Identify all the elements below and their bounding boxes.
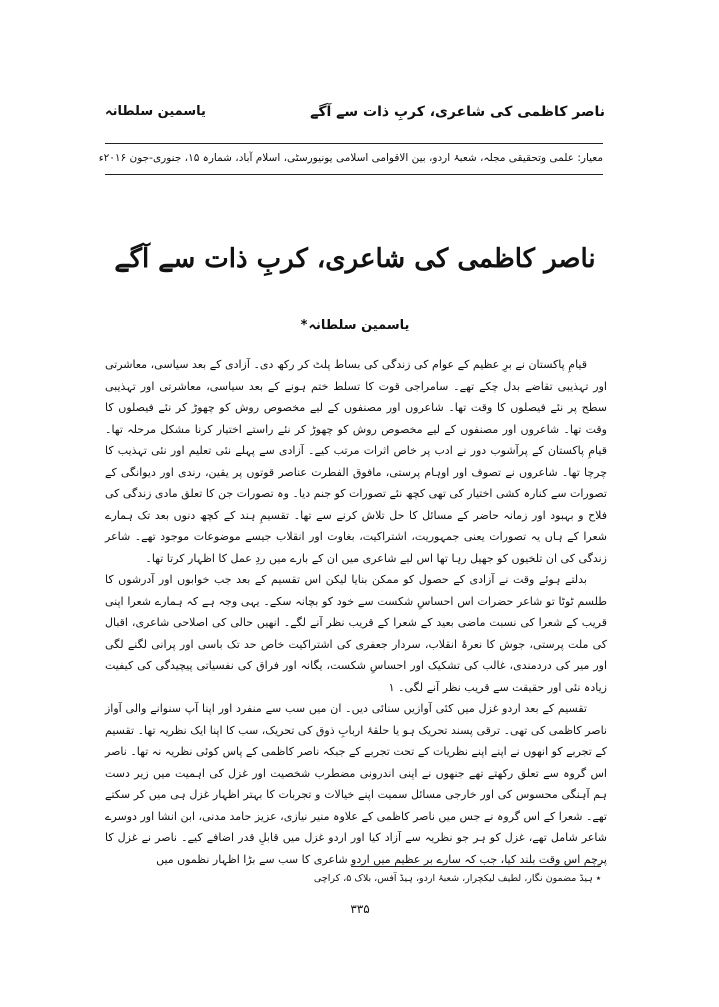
- header-rule-bottom: [105, 174, 603, 175]
- paragraph-3: تقسیم کے بعد اردو غزل میں کئی آوازیں سنائی دیں۔ ان میں سب سے منفرد اور اپنا آپ سنوانے والی آواز ناصر کاظمی کی تھی۔ ترقی پسند تحریک ہو یا حلقۂ اربابِ ذوق کی تحریک، سب کا اپنا ایک نظریہ تھا۔ تقسیم کے تجربے کو انھوں نے اپنے اپنے نظریات کے تحت تجربے کے جبکہ ناصر کاظمی کے پاس کوئی نظریہ نہ تھا۔ ناصر اس گروہ سے تعلق رکھتے تھے جنھوں نے اپنی اندرونی مضطرب شخصیت اور غزل کی اہمیت میں زیر دست ہم آہنگی محسوس کی اور خارجی مسائل سمیت اپنے خیالات و تجربات کا بہتر اظہار غزل ہی میں کر سکتے تھے۔ شعرا کے اس گروہ نے جس میں ناصر کاظمی کے علاوہ منیر نیازی، عزیز حامد مدنی، ابن انشا اور دوسرے شاعر شامل تھے، غزل کو ہر جو نظریہ سے آزاد کیا اور اردو غزل میں قابلِ قدر اضافے کیے۔ ناصر نے غزل کا پرچم اس وقت بلند کیا، جب کہ سارے برِ عظیم میں اردو شاعری کا سب سے بڑا اظہار نظموں میں: [105, 702, 607, 866]
- running-head-title: ناصر کاظمی کی شاعری، کربِ ذات سے آگے: [310, 104, 605, 120]
- paragraph-2: بدلتے ہوئے وقت نے آزادی کے حصول کو ممکن بنایا لیکن اس تقسیم کے بعد جب خوابوں اور آدرشوں کا طلسم ٹوٹا تو شاعر حضرات اس احساسِ شکست سے خود کو بچانہ سکے۔ یہی وجہ ہے کہ ہمارے شعرا اپنی قریب کے شعرا کی نسبت ماضی بعید کے شعرا کے قریب نظر آنے لگے۔ انھیں حالی کی اصلاحی شاعری، اقبال کی ملت پرستی، جوش کا نعرۂ انقلاب، سردار جعفری کی اشتراکیت خاص حد تک باسی اور پرانی لگنے لگی اور میر کی دردمندی، غالب کی تشکیک اور احساسِ شکست، یگانہ اور فراق کی نفسیاتی پیچیدگی کی کیفیت زیادہ نئی اور حقیقت سے قریب نظر آنے لگی۔ ۱: [105, 573, 607, 694]
- article-author: [105, 318, 605, 333]
- author-footnote-mark: *: [300, 318, 308, 333]
- author-name: یاسمین سلطانہ: [308, 318, 410, 333]
- footnote: ٭ ہیڈ مضمون نگار، لطیف لیکچرار، شعبۂ اردو، ہیڈ آفس، بلاک ۵، کراچی: [313, 873, 601, 884]
- running-head: [105, 104, 605, 126]
- footnote-rule: [351, 866, 601, 867]
- running-head-author: یاسمین سلطانہ: [105, 104, 206, 119]
- page-number: ۳۳۵: [350, 902, 370, 916]
- header-rule-top: [105, 143, 603, 144]
- article-title: ناصر کاظمی کی شاعری، کربِ ذات سے آگے: [114, 244, 596, 274]
- paragraph-1: قیامِ پاکستان نے برِ عظیم کے عوام کی زندگی کی بساط پلٹ کر رکھ دی۔ آزادی کے بعد سیاسی، معاشرتی اور تہذیبی تقاضے بدل چکے تھے۔ سامراجی قوت کا تسلط ختم ہونے کے بعد سیاسی، معاشرتی اور تہذیبی سطح پر نئے فیصلوں کا وقت تھا۔ شاعروں اور مصنفوں کے لیے مخصوص روش کو چھوڑ کر نئے فیصلوں کا وقت تھا۔ شاعروں اور مصنفوں کے لیے مخصوص روش کو چھوڑ کر نئے راستے اختیار کرنا مشکل مرحلہ تھا۔ قیامِ پاکستان کے پرآشوب دور نے ادب پر خاص اثرات مرتب کیے۔ آزادی سے پہلے نئی تعلیم اور نئی تہذیب کا چرچا تھا۔ شاعروں نے تصوف اور اوہام پرستی، مافوق الفطرت عناصر قوتوں پر یقین، رندی اور دیوانگی کے تصورات سے کنارہ کشی اختیار کی تھی کچھ نئے تصورات کو جنم دیا۔ وہ تصورات جن کا تعلق مادی زندگی کی فلاح و بہبود اور زمانہ حاضر کے مسائل کا حل تلاش کرنے سے تھا۔ تقسیمِ ہند کے کچھ دنوں بعد تک ہمارے شعرا کے ہاں یہ تصورات یعنی جمہوریت، اشتراکیت، بغاوت اور انقلاب جیسے موضوعات موجود تھے۔ شاعر زندگی کی ان تلخیوں کو جھیل رہا تھا اس لیے شاعری میں ان کے بارے میں ردِ عمل کا اظہار کرتا تھا۔: [104, 358, 607, 565]
- article-body: [105, 354, 607, 870]
- journal-citation: معیار: علمی وتحقیقی مجلہ، شعبۂ اردو، بین الاقوامی اسلامی یونیورسٹی، اسلام آباد، شمارہ ۱۵، جنوری-جون ۲۰۱۶ء: [98, 152, 603, 164]
